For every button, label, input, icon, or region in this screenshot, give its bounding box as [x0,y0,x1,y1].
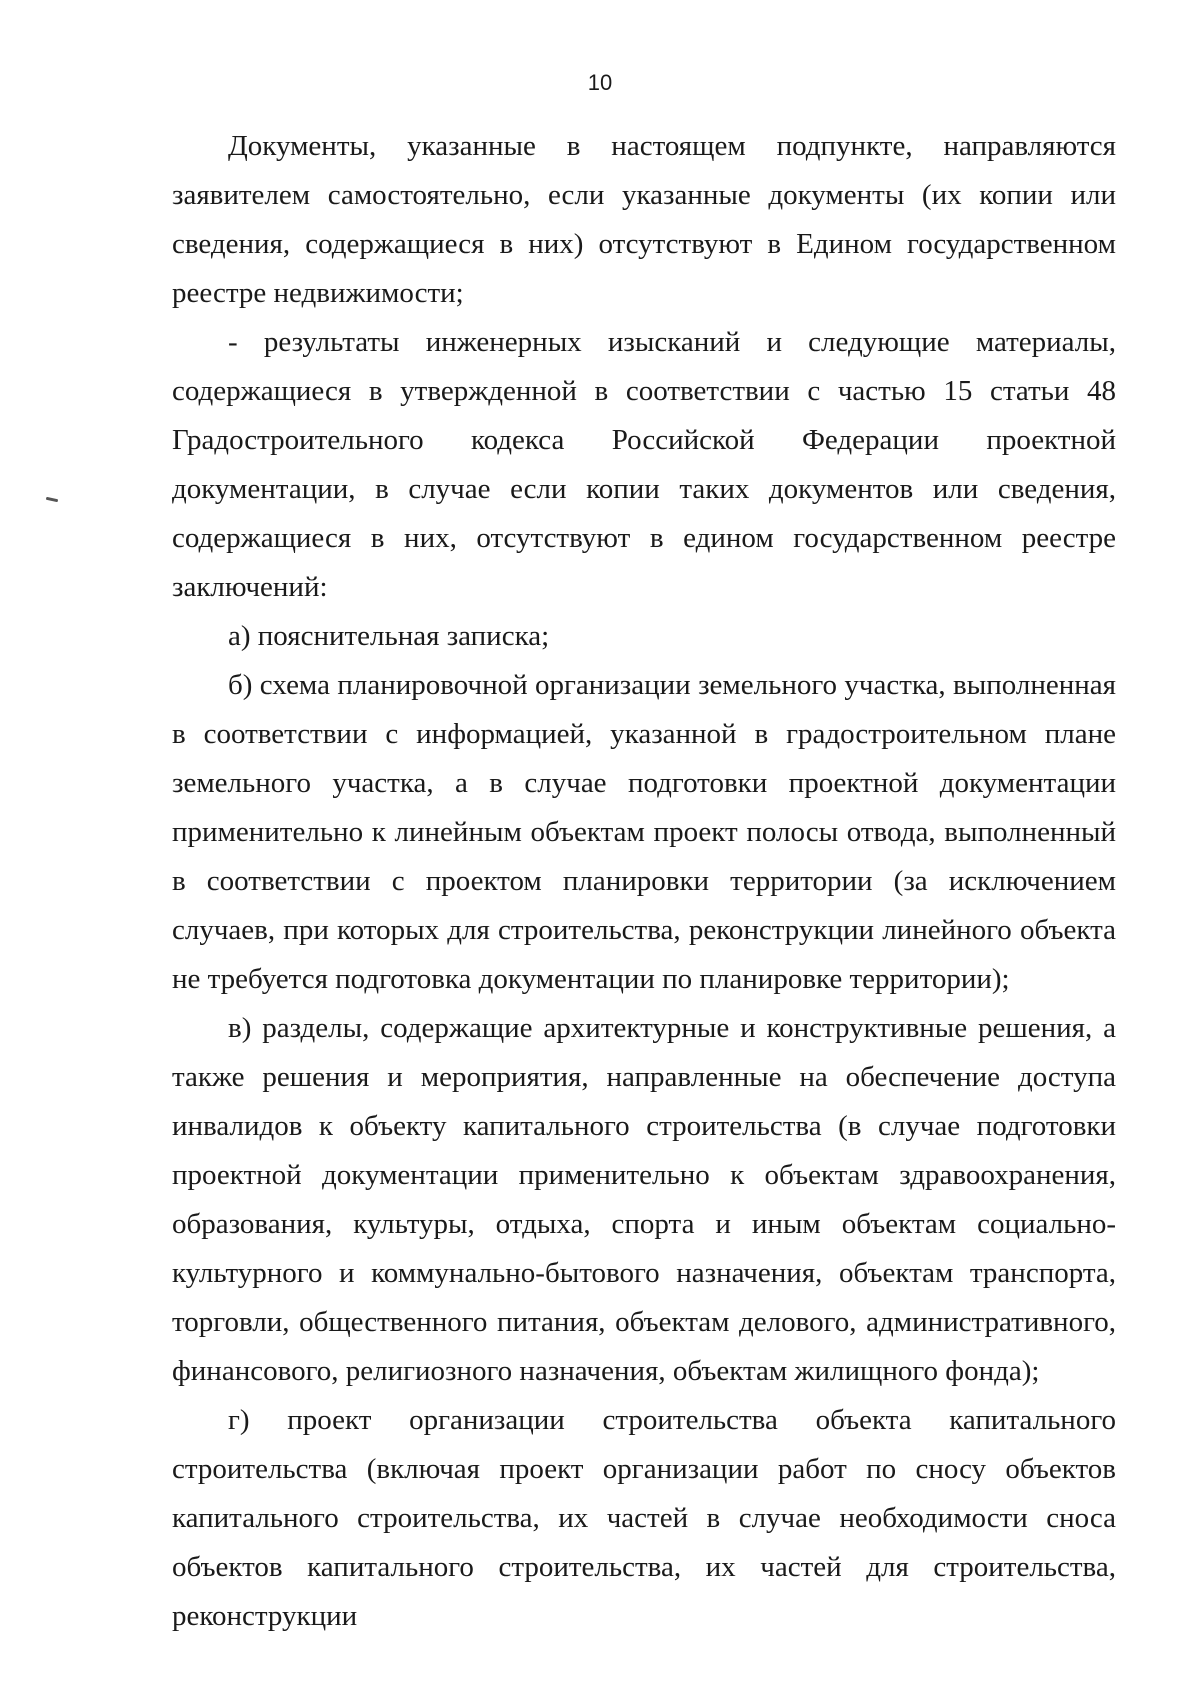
paragraph-item-v: в) разделы, содержащие архитектурные и конструктивные решения, а также решения и мероприятия, направленные на обеспечение доступа инвалидов к объекту капитального строительства (в случае подготовки проектной документации применительно к объектам здравоохранения, образования, культуры, отдыха, спорта и иным объектам социально-культурного и коммунально-бытового назначения, объектам транспорта, торговли, общественного питания, объектам делового, административного, финансового, религиозного назначения, объектам жилищного фонда); [172,1012,1116,1387]
paragraph-item-b: б) схема планировочной организации земельного участка, выполненная в соответствии с информацией, указанной в градостроительном плане земельного участка, а в случае подготовки проектной документации применительно к линейным объектам проект полосы отвода, выполненный в соответствии с проектом планировки территории (за исключением случаев, при которых для строительства, реконструкции линейного объекта не требуется подготовка документации по планировке территории); [172,669,1116,995]
paragraph-engineering-surveys: - результаты инженерных изысканий и следующие материалы, содержащиеся в утвержденной в соответствии с частью 15 статьи 48 Градостроительного кодекса Российской Федерации проектной документации, в случае если копии таких документов или сведения, содержащиеся в них, отсутствуют в едином государственном реестре заключений: [172,326,1116,603]
scan-artifact-mark [46,497,58,502]
paragraph-item-g: г) проект организации строительства объекта капитального строительства (включая проект организации работ по сносу объектов капитального строительства, их частей в случае необходимости сноса объектов капитального строительства, их частей для строительства, реконструкции [172,1404,1116,1632]
paragraph-item-a: а) пояснительная записка; [228,620,550,652]
document-body [172,122,1116,1641]
paragraph-egrn-documents: Документы, указанные в настоящем подпункте, направляются заявителем самостоятельно, если указанные документы (их копии или сведения, содержащиеся в них) отсутствуют в Едином государственном реестре недвижимости; [172,130,1116,309]
page-number: 10 [587,70,613,95]
